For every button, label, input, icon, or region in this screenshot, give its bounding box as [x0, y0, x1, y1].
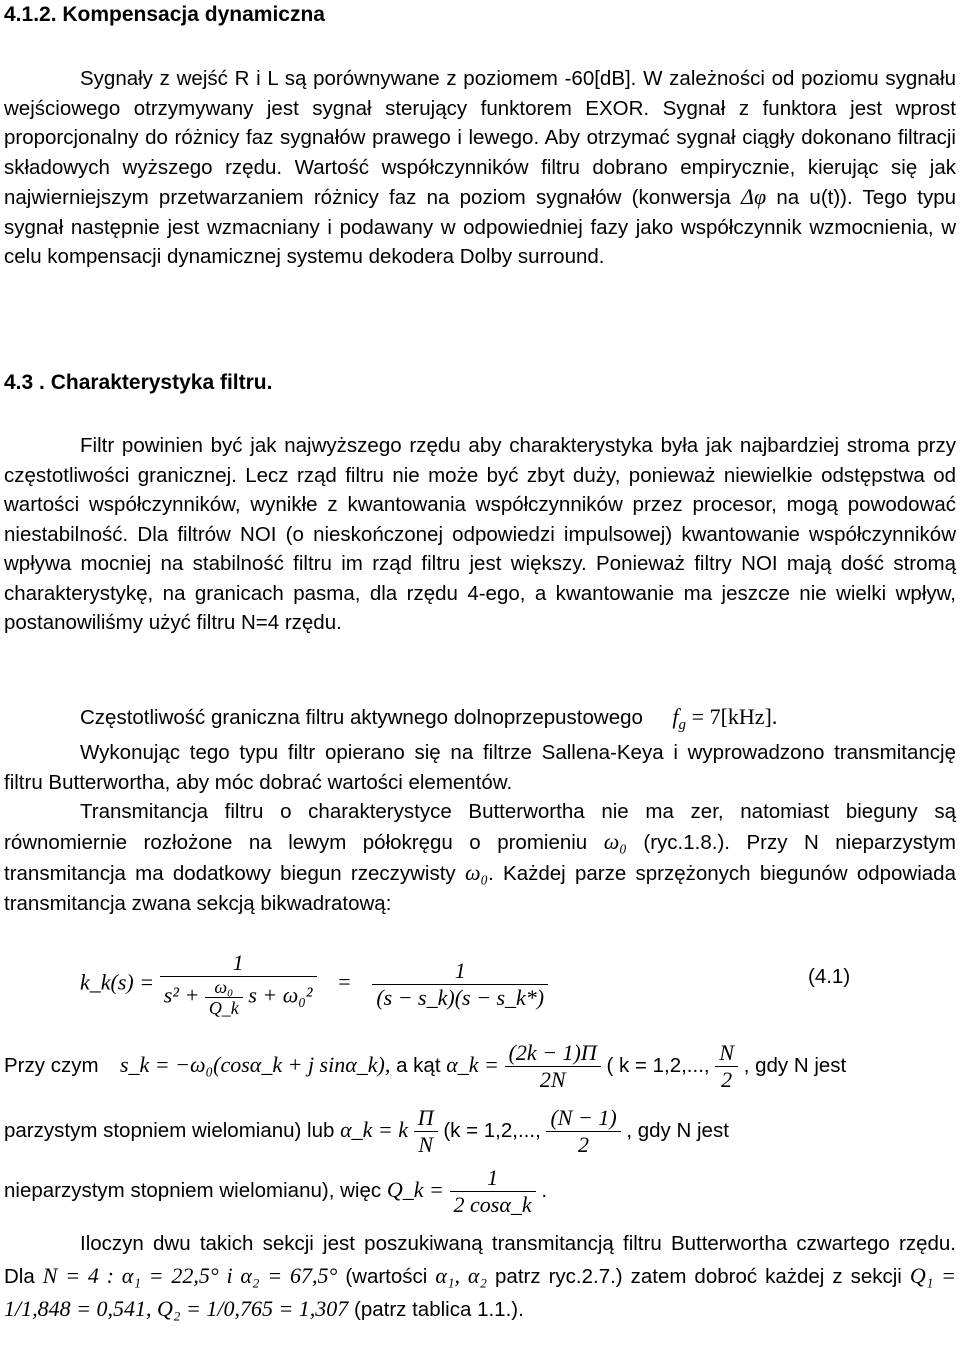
eq-fraction-2-numerator: 1 [372, 958, 548, 985]
q-values-formula: Q₁ = 1/1,848 = 0,541, Q₂ = 1/0,765 = 1,307 [4, 1263, 957, 1321]
paragraph-butterworth-text-b: (ryc.1.8.). Przy N nieparzystym transmitancja ma dodatkowy biegun rzeczywisty [4, 831, 956, 885]
paragraph-iloczyn-text-c: patrz ryc.2.7.) zatem dobroć każdej z sekcji [495, 1265, 902, 1288]
n-half-numerator: N [715, 1040, 738, 1067]
equation-label-4-1: (4.1) [808, 965, 851, 988]
alpha-fraction-denominator: 2N [539, 1067, 566, 1092]
section-heading-kompensacja: 4.1.2. Kompensacja dynamiczna [4, 3, 325, 26]
q-k-numerator: 1 [450, 1165, 536, 1192]
cutoff-frequency-value: = 7[kHz]. [691, 704, 778, 729]
alpha-fraction [505, 1040, 601, 1093]
eq-omega-over-q-denominator: Q_k [208, 998, 239, 1018]
alpha-k-formula: α_k = k [340, 1116, 409, 1142]
eq-fraction-2 [372, 958, 548, 1011]
parzystym-text: parzystym stopniem wielomianu) lub [4, 1118, 335, 1142]
paragraph-iloczyn-text-a: Iloczyn dwu takich sekcji jest poszukiwaną transmitancją filtru Butterwortha czwartego rzędu. Dla [4, 1232, 956, 1288]
section-heading-charakterystyka: 4.3 . Charakterystyka filtru. [4, 371, 273, 394]
line-parzystym [4, 1105, 729, 1158]
pi-over-n-fraction [414, 1105, 438, 1158]
przy-czym-text: Przy czym [4, 1053, 99, 1077]
n-half-denominator: 2 [721, 1067, 733, 1092]
cutoff-frequency-symbol: f [672, 704, 679, 729]
paragraph-kompensacja-text-b: na u(t)). Tego typu sygnał następnie jest wzmacniany i podawany w odpowiedniej fazy jako współczynnik wzmocnienia, w celu kompensacji dynamicznej systemu dekodera Dolby surround. [4, 186, 956, 268]
alpha-formula: α_k = [446, 1051, 499, 1077]
k-range-text: ( k = 1,2,..., [606, 1053, 710, 1077]
eq-den-b: s + ω₀² [248, 982, 313, 1008]
line-przy-czym [4, 1040, 846, 1093]
eq-equals: = [338, 969, 351, 995]
cutoff-frequency-subscript: g [678, 717, 686, 734]
paragraph-kompensacja [4, 64, 956, 272]
n4-formula: N = 4 : α₁ = 22,5° i α₂ = 67,5° [42, 1263, 338, 1288]
nieparzystym-text: nieparzystym stopniem wielomianu), więc [4, 1178, 382, 1202]
n-minus-one-numerator: (N − 1) [546, 1105, 620, 1132]
paragraph-sallen-key: Wykonując tego typu filtr opierano się na filtrze Sallena-Keya i wyprowadzono transmitancję filtru Butterwortha, aby móc dobrać wartości elementów. [4, 741, 956, 794]
eq-fraction-1-denominator [160, 977, 317, 1018]
q-k-denominator: 2 cosα_k [453, 1192, 532, 1217]
eq-omega-over-q-numerator: ω₀ [205, 977, 243, 998]
eq-den-a: s² + [163, 982, 200, 1008]
paragraph-iloczyn-text-b: (wartości [345, 1265, 428, 1288]
pi-over-n-denominator: N [418, 1132, 434, 1157]
q-k-fraction [450, 1165, 536, 1218]
pole-formula: s_k = −ω₀(cosα_k + j sinα_k), [119, 1051, 391, 1077]
k-range-text-2: (k = 1,2,..., [443, 1118, 541, 1142]
eq-fraction-2-denominator: (s − s_k)(s − s_k*) [376, 984, 545, 1010]
paragraph-charakterystyka: Filtr powinien być jak najwyższego rzędu aby charakterystyka była jak najbardziej stroma przy częstotliwości granicznej. Lecz rząd filtru nie może być zbyt duży, ponieważ niewielkie odstępstwa od wartości współczynników, wynikłe z kwantowania współczynników przez procesor, mogą powodować niestabilność. Dla filtrów NOI (o nieskończonej odpowiedzi impulsowej) kwantowanie współczynników wpływa mocniej na stabilność filtru im rząd filtru jest większy. Ponieważ filtry NOI mają dość stromą charakterystykę, na granicach pasma, dla rzędu 4-ego, a kwantowanie ma jeszcze nie wielki wpływ, postanowiliśmy użyć filtru N=4 rzędu. [4, 434, 956, 634]
n-minus-one-fraction [546, 1105, 620, 1158]
paragraph-kompensacja-text-a: Sygnały z wejść R i L są porównywane z poziomem -60[dB]. W zależności od poziomu sygnału wejściowego otrzymywany jest sygnał sterujący funktorem EXOR. Sygnał z funktora jest wprost proporcjonalny do różnicy faz sygnałów prawego i lewego. Aby otrzymać sygnał ciągły dokonano filtracji składowych wyższego rzędu. Wartość współczynników filtru dobrano empirycznie, kierując się jak najwierniejszym przetwarzaniem różnicy faz na poziom sygnałów (konwersja [4, 67, 956, 209]
eq-fraction-1-numerator: 1 [160, 950, 317, 977]
delta-phi-symbol: Δφ [741, 184, 767, 209]
eq-fraction-1 [160, 950, 317, 1018]
gdy-n-jest-text: , gdy N jest [743, 1053, 847, 1077]
paragraph-iloczyn [4, 1228, 956, 1326]
alpha-fraction-numerator: (2k − 1)Π [505, 1040, 601, 1067]
eq-lhs: k_k(s) = [80, 969, 155, 995]
paragraph-butterworth-text-c: . Każdej parze sprzężonych biegunów odpowiada transmitancja zwana sekcją bikwadratową: [4, 862, 956, 915]
cutoff-frequency-line [80, 702, 777, 741]
cutoff-frequency-text: Częstotliwość graniczna filtru aktywnego dolnoprzepustowego [80, 706, 643, 729]
q-k-period: . [541, 1178, 548, 1202]
omega0-symbol-2: ω₀ [464, 860, 489, 885]
paragraph-iloczyn-text-d: (patrz tablica 1.1.). [354, 1298, 524, 1321]
n-half-fraction [715, 1040, 738, 1093]
equation-4-1 [80, 950, 548, 1018]
alpha12-formula: α₁, α₂ [435, 1263, 488, 1288]
gdy-n-jest-text-2: , gdy N jest [626, 1118, 729, 1142]
eq-omega-over-q [205, 977, 243, 1018]
line-nieparzystym [4, 1165, 547, 1218]
paragraph-butterworth-text-a: Transmitancja filtru o charakterystyce Butterwortha nie ma zer, natomiast bieguny są równomiernie rozłożone na lewym półokręgu o promieniu [4, 800, 956, 854]
a-kat-text: a kąt [396, 1053, 441, 1077]
pi-over-n-numerator: Π [414, 1105, 438, 1132]
paragraph-butterworth [4, 797, 956, 919]
n-minus-one-denominator: 2 [578, 1132, 590, 1157]
q-k-formula: Q_k = [386, 1176, 444, 1202]
omega0-symbol: ω₀ [603, 829, 627, 854]
